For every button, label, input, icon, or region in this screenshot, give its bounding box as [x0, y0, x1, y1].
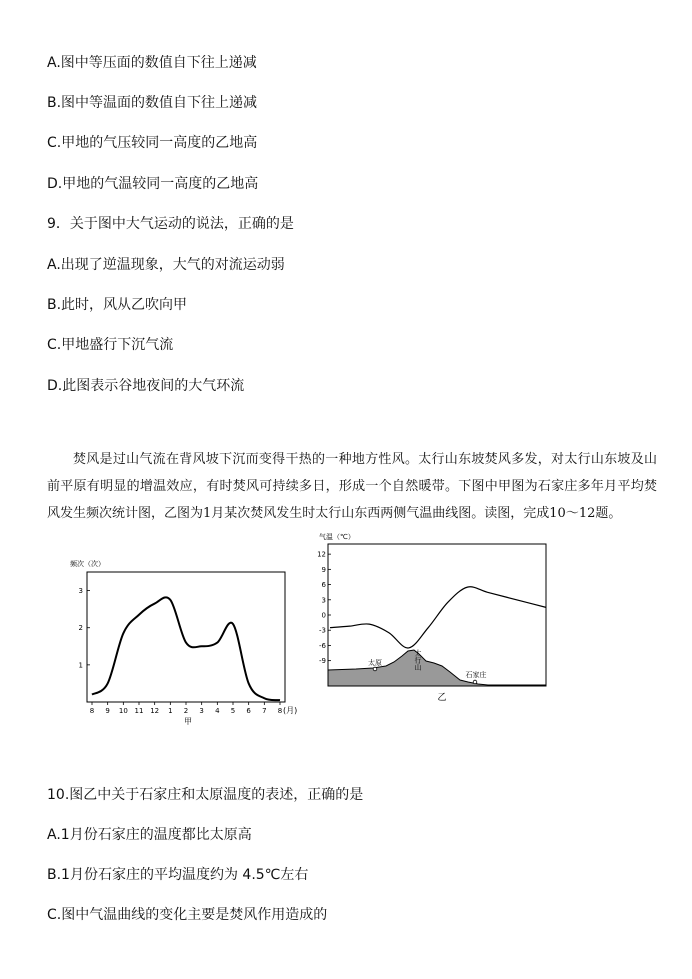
jia-x-tick-label: 2: [183, 707, 189, 715]
jia-y-axis: [79, 587, 90, 669]
passage: [47, 446, 657, 527]
jia-x-unit: (月): [283, 706, 298, 715]
q8-option-c: C.甲地的气压较同一高度的乙地高: [47, 135, 258, 151]
jia-x-tick-label: 6: [246, 707, 251, 715]
jia-x-tick-label: 10: [118, 707, 128, 715]
q10-stem: 10.图乙中关于石家庄和太原温度的表述，正确的是: [47, 787, 364, 803]
jia-frame: [87, 572, 285, 702]
jia-x-tick-label: 8: [277, 707, 283, 715]
label-taihang: 太行山: [414, 649, 422, 671]
chart-jia: [62, 556, 312, 728]
jia-x-tick-label: 11: [134, 707, 144, 715]
yi-caption: 乙: [437, 693, 447, 703]
jia-y-tick-label: 1: [78, 661, 83, 670]
q9-option-b: B.此时，风从乙吹向甲: [47, 297, 188, 313]
q10-option-b: B.1月份石家庄的平均温度约为 4.5℃左右: [47, 867, 309, 883]
jia-caption: 甲: [184, 717, 192, 726]
jia-y-tick-label: 2: [78, 624, 83, 633]
q9-option-a: A.出现了逆温现象，大气的对流运动弱: [47, 257, 285, 273]
jia-x-axis: [90, 702, 282, 715]
yi-y-tick-label: -9: [319, 657, 326, 666]
jia-x-tick-label: 8: [89, 707, 95, 715]
yi-y-tick-label: 0: [321, 611, 326, 620]
q8-option-d: D.甲地的气温较同一高度的乙地高: [47, 176, 259, 192]
jia-x-tick-label: 4: [215, 707, 220, 715]
q9-stem: 9．关于图中大气运动的说法，正确的是: [47, 216, 294, 232]
yi-temperature-curve: [330, 587, 546, 648]
yi-terrain-profile: [328, 650, 546, 686]
jia-x-tick-label: 12: [150, 707, 160, 715]
jia-x-tick-label: 1: [168, 707, 173, 715]
yi-y-tick-label: 9: [321, 565, 326, 574]
jia-frequency-line: [92, 597, 280, 700]
yi-y-tick-label: 3: [321, 596, 326, 605]
q10-option-c: C.图中气温曲线的变化主要是焚风作用造成的: [47, 907, 328, 923]
jia-x-tick-label: 3: [199, 707, 204, 715]
yi-y-axis: [317, 551, 331, 665]
chart-yi: [318, 530, 550, 705]
q8-option-b: B.图中等温面的数值自下往上递减: [47, 95, 258, 111]
q8-option-a: A.图中等压面的数值自下往上递减: [47, 55, 257, 71]
taiyuan-point: [373, 667, 377, 671]
jia-y-tick-label: 3: [78, 587, 83, 596]
jia-x-tick-label: 9: [105, 707, 110, 715]
yi-y-tick-label: 6: [321, 581, 326, 590]
jia-x-tick-label: 7: [262, 707, 267, 715]
yi-y-tick-label: 12: [317, 550, 326, 559]
passage-text: 焚风是过山气流在背风坡下沉而变得干热的一种地方性风。太行山东坡焚风多发，对太行山东坡及山前平原有明显的增温效应，有时焚风可持续多日，形成一个自然暖带。下图中甲图为石家庄多年月平均焚风发生频次统计图，乙图为1月某次焚风发生时太行山东西两侧气温曲线图。读图，完成10～12题。: [47, 452, 657, 521]
shijiazhuang-point: [473, 680, 477, 684]
yi-y-tick-label: -3: [319, 626, 326, 635]
q9-option-d: D.此图表示谷地夜间的大气环流: [47, 378, 245, 394]
jia-ylabel: 频次（次）: [70, 560, 105, 568]
q10-option-a: A.1月份石家庄的温度都比太原高: [47, 827, 252, 843]
yi-y-tick-label: -6: [319, 641, 326, 650]
label-shijiazhuang: 石家庄: [465, 671, 487, 679]
q9-option-c: C.甲地盛行下沉气流: [47, 337, 174, 353]
jia-x-tick-label: 5: [230, 707, 236, 715]
yi-ylabel: 气温（℃）: [319, 533, 355, 541]
label-taiyuan: 太原: [368, 659, 382, 667]
